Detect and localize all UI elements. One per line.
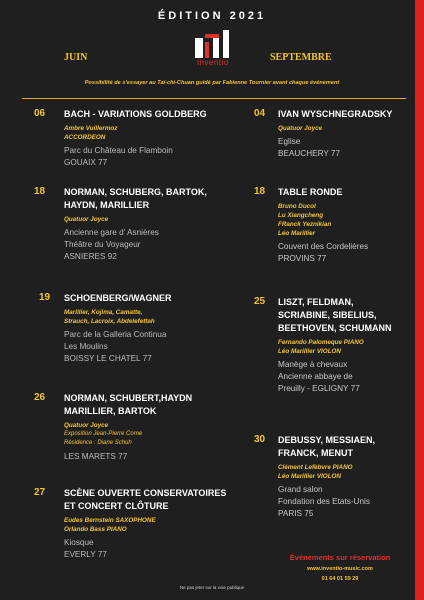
divider [22,98,406,99]
event-venue: Preuilly - EGLIGNY 77 [278,384,360,393]
event-performer: Léo Marillier [278,230,316,237]
event-performer: Marillier, Kojima, Camatte, [64,309,143,316]
event-day: 06 [34,108,46,119]
event-performer: Clément Lefèbvre PIANO [278,464,353,471]
event-venue: Eglise [278,137,301,146]
subtitle: Possibilité de s'essayer au Taï-chi-Chuan guidé par Fabienne Tournier avant chaque événement [84,80,340,86]
event-venue: Parc de la Galleria Continua [64,330,167,339]
event-venue: Parc du Château de Flamboin [64,146,173,155]
event-day: 04 [254,108,266,119]
event-title: SCÈNE OUVERTE CONSERVATOIRES [64,488,227,498]
event-day: 19 [39,292,51,303]
event-title: MARILLIER, BARTOK [64,406,157,416]
event-venue: EVERLY 77 [64,550,107,559]
event-performer: Lu Xiangcheng [278,212,324,219]
event-day: 18 [254,186,266,197]
event-performer: Ambre Vuillermoz [64,125,118,132]
event-performer: FRanck Yeznikian [278,221,332,228]
event-title: LISZT, FELDMAN, [278,297,354,307]
event-performer: Bruno Ducol [278,203,316,210]
month-september: SEPTEMBRE [270,52,332,63]
event-venue: Ancienne abbaye de [278,372,353,381]
event-venue: Ancienne gare d' Asnières [64,228,159,237]
event-performer: Quatuor Joyce [278,125,323,132]
event-performer: Strauch, Lacroix, Abdelefettah [64,318,155,325]
event-venue: LES MARETS 77 [64,452,128,461]
event-performer: Quatuor Joyce [64,216,109,223]
event-title: BACH - VARIATIONS GOLDBERG [64,109,207,119]
event-day: 27 [34,487,46,498]
event-title: FRANCK, MENUT [278,448,353,458]
event-title: TABLE RONDE [278,187,343,197]
footer-notice: Ne pas jeter sur la voie publique [179,585,245,590]
inventio-logo-icon [193,28,233,62]
month-june: JUIN [64,52,88,63]
event-note: Exposition Jean-Pierre Corne [64,431,143,437]
event-title: NORMAN, SCHUBERT,HAYDN [64,393,193,403]
event-performer: Léo Marillier VIOLON [278,348,341,355]
event-venue: PROVINS 77 [278,254,327,263]
event-performer: Fernando Palomeque PIANO [278,339,364,346]
event-note: Résidence : Diane Schuh [64,440,132,446]
event-venue: Couvent des Cordelières [278,242,369,251]
event-performer: Orlando Bass PIANO [64,526,127,533]
event-venue: GOUAIX 77 [64,158,108,167]
website-link[interactable]: www.inventio-music.com [307,566,373,572]
event-venue: Grand salon [278,485,323,494]
event-title: BEETHOVEN, SCHUMANN [278,323,392,333]
event-day: 18 [34,186,46,197]
edition-title: ÉDITION 2021 [157,10,267,22]
event-venue: PARIS 75 [278,509,314,518]
event-title: IVAN WYSCHNEGRADSKY [278,109,393,119]
event-title: HAYDN, MARILLIER [64,200,150,210]
event-title: NORMAN, SCHUBERG, BARTOK, [64,187,207,197]
logo-text: inventio [197,58,229,67]
event-venue: Kiosque [64,538,94,547]
event-venue: Fondation des Etats-Unis [278,497,370,506]
event-venue: ASNIERES 92 [64,252,117,261]
event-title: SCHOENBERG/WAGNER [64,293,172,303]
event-day: 25 [254,296,266,307]
phone-number: 01 64 01 59 29 [321,576,359,582]
event-day: 26 [34,392,46,403]
event-performer: Léo Marillier VIOLON [278,473,341,480]
reservation-note: Événements sur réservation [289,553,391,562]
event-title: ET CONCERT CLÔTURE [64,501,169,511]
event-venue: Théâtre du Voyageur [64,240,141,249]
event-performer: ACCORDEON [64,134,106,141]
event-venue: Les Moulins [64,342,108,351]
event-title: SCRIABINE, SIBELIUS, [278,310,377,320]
event-day: 30 [254,434,266,445]
event-venue: BEAUCHERY 77 [278,149,341,158]
event-venue: Manège à chevaux [278,360,348,369]
event-title: DEBUSSY, MESSIAEN, [278,435,376,445]
event-performer: Quatuor Joyce [64,422,109,429]
event-venue: BOISSY LE CHATEL 77 [64,354,152,363]
event-performer: Eudes Bernstein SAXOPHONE [64,517,156,524]
